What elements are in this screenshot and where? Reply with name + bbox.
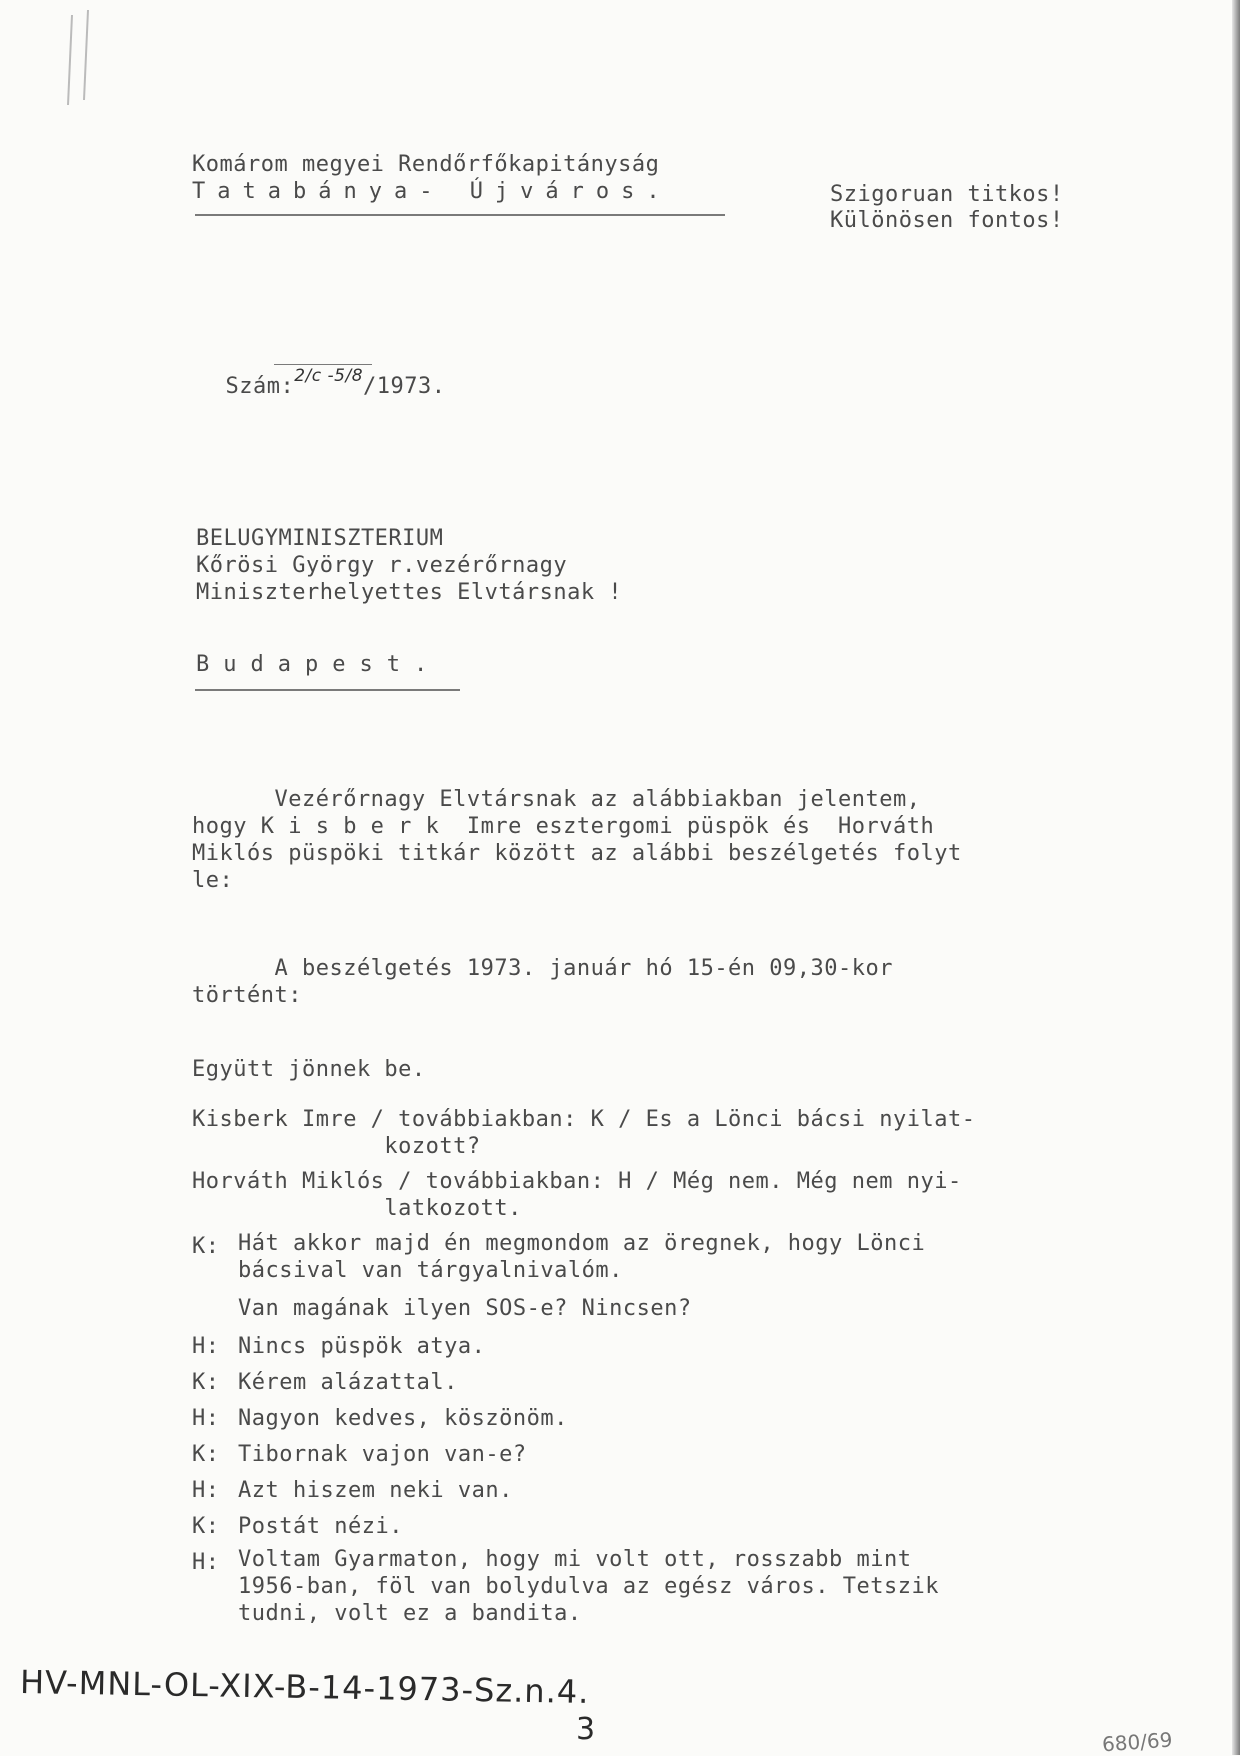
page-number: 3 <box>576 1712 596 1747</box>
classification-secret: Szigoruan titkos! <box>830 182 1064 207</box>
dialogue-intro-h <box>192 1168 962 1222</box>
dialogue-line <box>192 1546 939 1627</box>
utterance <box>238 1230 925 1284</box>
text-line: kozott? <box>192 1134 481 1159</box>
speaker: K: <box>192 1442 220 1467</box>
dialogue-line <box>192 1402 568 1435</box>
dialogue-line <box>192 1330 485 1363</box>
text-line: tudni, volt ez a bandita. <box>238 1601 582 1626</box>
addressee-city: Budapest. <box>196 652 442 677</box>
text-line: bácsival van tárgyalnivalóm. <box>238 1258 623 1283</box>
text-line: Kérem alázattal. <box>238 1370 458 1395</box>
speaker: K: <box>192 1370 220 1395</box>
corner-number: 680/69 <box>1101 1727 1174 1756</box>
text-line: 1956-ban, föl van bolydulva az egész város. Tetszik <box>238 1574 940 1599</box>
org-location: Tatabánya- Újváros. <box>192 179 672 204</box>
text-line: Nagyon kedves, köszönöm. <box>238 1406 568 1431</box>
text-line: A beszélgetés 1973. január hó 15-én 09,30-kor <box>192 956 894 981</box>
addressee-name: Kőrösi György r.vezérőrnagy <box>196 553 568 578</box>
org-name: Komárom megyei Rendőrfőkapitányság <box>192 152 660 177</box>
dialogue-line <box>192 1510 403 1543</box>
dialogue-line <box>192 1366 458 1399</box>
reference-underline <box>274 364 372 365</box>
addressee-title: Miniszterhelyettes Elvtársnak ! <box>196 580 623 605</box>
text-line: Voltam Gyarmaton, hogy mi volt ott, rosszabb mint <box>238 1547 912 1572</box>
reference-suffix: /1973. <box>363 374 446 399</box>
dialogue-line <box>192 1230 925 1284</box>
classification-important: Különösen fontos! <box>830 208 1064 233</box>
page-edge-shadow <box>1232 0 1240 1755</box>
speaker: H: <box>192 1334 220 1359</box>
body-paragraph-3: Együtt jönnek be. <box>192 1057 426 1082</box>
dialogue-line <box>192 1474 513 1507</box>
dialogue-line <box>192 1292 692 1325</box>
body-paragraph-1 <box>192 786 962 894</box>
reference-number <box>198 337 446 403</box>
text-line: Vezérőrnagy Elvtársnak az alábbiakban jelentem, <box>192 787 921 812</box>
text-line: Miklós püspöki titkár között az alábbi beszélgetés folyt <box>192 841 962 866</box>
text-line: Postát nézi. <box>238 1514 403 1539</box>
speaker: H: <box>192 1478 220 1503</box>
speaker: K: <box>192 1234 220 1259</box>
city-underline <box>195 689 460 691</box>
text-line: hogy K i s b e r k Imre esztergomi püspök és Horváth <box>192 814 935 839</box>
body-paragraph-2 <box>192 955 893 1009</box>
dialogue-line <box>192 1438 527 1471</box>
text-line: Horváth Miklós / továbbiakban: H / Még nem. Még nem nyi- <box>192 1169 962 1194</box>
speaker: H: <box>192 1406 220 1431</box>
text-line: Kisberk Imre / továbbiakban: K / Es a Lönci bácsi nyilat- <box>192 1107 976 1132</box>
speaker <box>192 1292 238 1325</box>
text-line: le: <box>192 868 234 893</box>
reference-label: Szám: <box>225 374 295 399</box>
text-line: történt: <box>192 983 302 1008</box>
text-line: Nincs püspök atya. <box>238 1334 486 1359</box>
utterance <box>238 1546 939 1627</box>
text-line: Azt hiszem neki van. <box>238 1478 513 1503</box>
header-underline <box>195 214 725 216</box>
speaker: H: <box>192 1550 220 1575</box>
text-line: Hát akkor majd én megmondom az öregnek, hogy Lönci <box>238 1231 926 1256</box>
text-line: latkozott. <box>192 1196 522 1221</box>
dialogue-intro-k <box>192 1106 975 1160</box>
archive-reference: HV-MNL-OL-XIX-B-14-1973-Sz.n.4. <box>19 1663 590 1711</box>
text-line: Tibornak vajon van-e? <box>238 1442 527 1467</box>
speaker: K: <box>192 1514 220 1539</box>
text-line: Van magának ilyen SOS-e? Nincsen? <box>238 1296 692 1321</box>
handwritten-marks <box>60 5 110 115</box>
addressee-ministry: BELUGYMINISZTERIUM <box>196 526 444 551</box>
reference-handwritten: 2/c -5/8 <box>294 366 364 386</box>
